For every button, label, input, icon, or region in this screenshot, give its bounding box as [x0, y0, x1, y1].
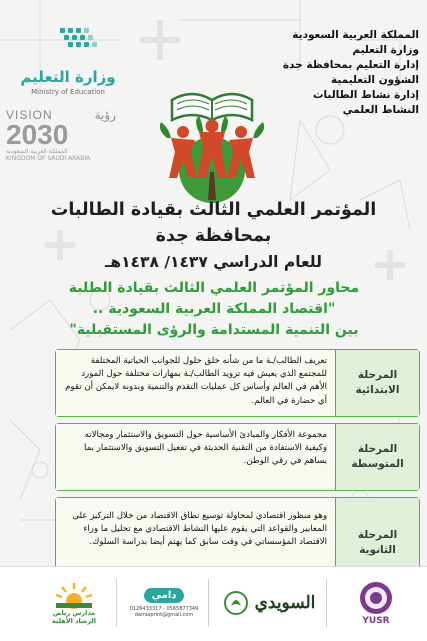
- ministry-name-ar: وزارة التعليم: [20, 68, 116, 86]
- axes-theme-line2: بين التنمية المستدامة والرؤى المستقبلية": [69, 322, 359, 338]
- table-row-primary: [55, 349, 420, 417]
- header-line-directorate: إدارة التعليم بمحافظة جدة: [282, 59, 419, 71]
- header-line-kingdom: المملكة العربية السعودية: [292, 29, 419, 41]
- sponsor-site: damiaprint@gmail.com: [134, 612, 194, 618]
- header-organization-block: [269, 28, 419, 118]
- ministry-name-en: Ministry of Education: [31, 88, 105, 96]
- sponsor-name-2: دامي: [144, 588, 185, 603]
- footer-divider: [326, 579, 327, 627]
- sponsor-phone: 0126433317 - 0565877349: [129, 606, 199, 612]
- sponsor-logo-dami: [124, 577, 204, 629]
- sponsor-logo-yusr: [336, 577, 416, 629]
- stage-description-intermediate: مجموعة الأفكار والمبادئ الأساسية حول التسويق والاستثمار ومجالاته وكيفية الاستفادة من التقنية الحديثة في تفعيل التسويق والاستثمار بما يساهم في رقي الوطن.: [56, 424, 335, 490]
- footer-divider: [116, 579, 117, 627]
- header-line-activity: إدارة نشاط الطالبات: [312, 89, 419, 101]
- footer-divider: [208, 579, 209, 627]
- table-row-intermediate: [55, 423, 420, 491]
- sponsor-logo-alsuwaidi: [214, 577, 324, 629]
- vision-year: 2030: [6, 119, 69, 150]
- sponsors-footer: [0, 566, 427, 641]
- sponsor-logo-riyadh-alrashad: [44, 577, 104, 629]
- stages-table: [55, 349, 420, 595]
- yusr-seal-icon: [358, 580, 394, 616]
- stage-name-secondary: المرحلة الثانوية: [335, 498, 419, 588]
- sponsor-name-4: YUSR: [362, 616, 390, 626]
- stage-description-primary: تعريف الطالب/ـة ما من شأنه خلق حلول للجوانب الحياتية المختلفة للمجتمع الذي يعيش فيه تزويد الطالب/ـة بمهارات مختلفة حول المورد الأهم في العالم وأساس كل عمليات التقدم والتنمية وبدونه لايمكن أن تقوم أي حضارة في العالم.: [56, 350, 335, 416]
- leaf-emblem-icon: [223, 590, 249, 616]
- conference-location: بمحافظة جدة: [155, 226, 272, 246]
- stage-name-intermediate: المرحلة المتوسطة: [335, 424, 419, 490]
- conference-title: المؤتمر العلمي الثالث بقيادة الطالبات: [50, 200, 377, 220]
- vision-2030-logo: [6, 108, 126, 168]
- vision-sub-en: KINGDOM OF SAUDI ARABIA: [6, 155, 91, 162]
- header-line-ministry: وزارة التعليم: [352, 44, 419, 56]
- conference-emblem: [137, 60, 287, 205]
- stage-name-primary: المرحلة الابتدائية: [335, 350, 419, 416]
- header-line-affairs: الشؤون التعليمية: [331, 74, 419, 86]
- vision-word-ar: رؤية: [94, 108, 116, 122]
- vision-sub-ar: المملكة العربية السعودية: [6, 148, 68, 155]
- academic-year: للعام الدراسي ١٤٣٧/ ١٤٣٨هـ: [105, 253, 322, 271]
- axes-theme-line1: "اقتصاد المملكة العربية السعودية ..: [92, 301, 336, 317]
- sponsor-name-1: مدارس رياض الرشاد الأهلية: [52, 609, 96, 625]
- header-line-science: النشاط العلمي: [342, 104, 419, 116]
- stage-description-secondary: وهو منظور اقتصادي لمحاولة توسيع نطاق الاقتصاد من خلال التركيز على المعايير والقواعد التي يقوم عليها النشاط الاقتصادي مع تحليل ما وراء الاقتصاد المؤسساتي في وقت سابق كما يهتم أيضا بدراسة السلوك.: [56, 498, 335, 588]
- sun-icon: [52, 581, 96, 609]
- sponsor-name-3: السويدي: [254, 593, 316, 613]
- axes-heading: محاور المؤتمر العلمي الثالث بقيادة الطلبة: [68, 280, 360, 296]
- vision-word: VISION: [6, 108, 53, 122]
